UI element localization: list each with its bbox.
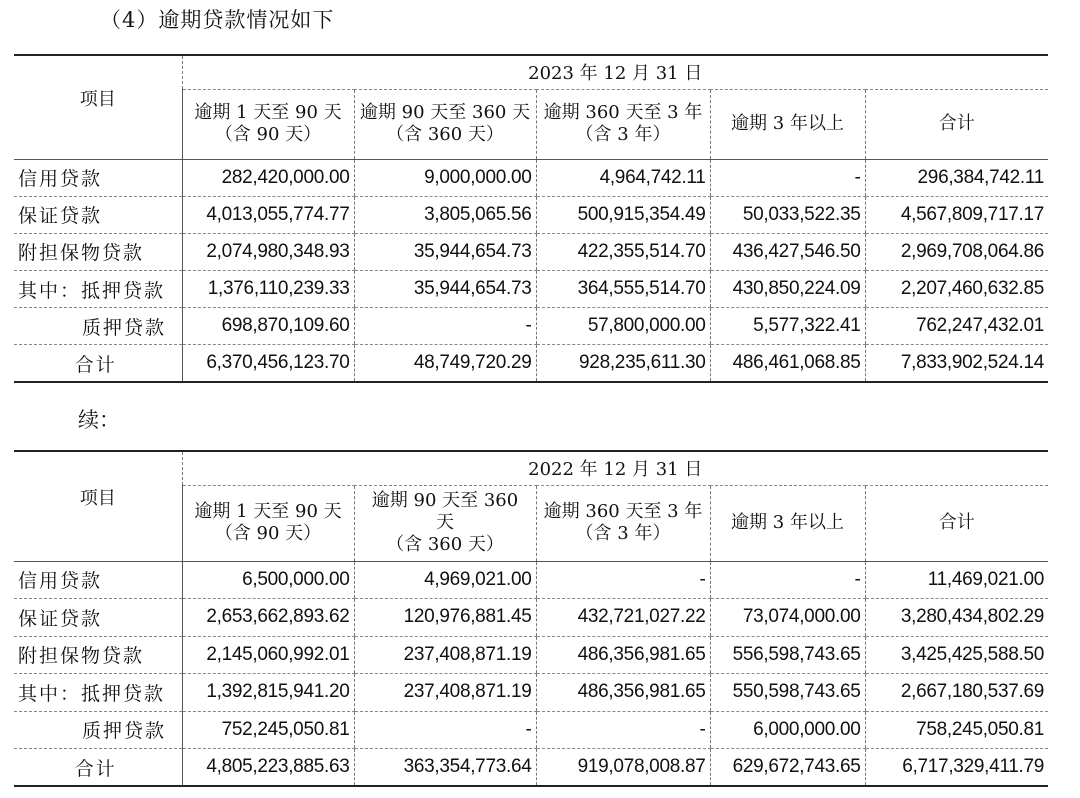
cell-overdue-360-days-3-years: 422,355,514.70	[536, 233, 710, 270]
row-mortgage-loans	[14, 271, 1048, 308]
col-header-line: （含 3 年）	[575, 124, 671, 145]
cell-total: 11,469,021.00	[865, 561, 1048, 599]
row-collateralized-loans	[14, 636, 1048, 674]
col-header-line: （含 3 年）	[575, 523, 671, 544]
col-header-total	[865, 485, 1048, 561]
row-label: 质押贷款	[14, 308, 182, 345]
section-heading: （4）逾期贷款情况如下	[100, 8, 335, 32]
cell-overdue-90-360-days: 237,408,871.19	[354, 636, 536, 674]
cell-overdue-360-days-3-years: 57,800,000.00	[536, 308, 710, 345]
cell-total: 3,425,425,588.50	[865, 636, 1048, 674]
row-label: 其中：抵押贷款	[14, 674, 182, 712]
cell-overdue-1-90-days: 4,805,223,885.63	[182, 749, 354, 787]
cell-total: 7,833,902,524.14	[865, 345, 1048, 382]
col-header-line: 逾期 360 天至 3 年	[543, 102, 703, 123]
cell-total: 758,245,050.81	[865, 711, 1048, 749]
cell-overdue-over-3-years: 430,850,224.09	[710, 271, 865, 308]
cell-overdue-1-90-days: 2,653,662,893.62	[182, 599, 354, 637]
cell-overdue-90-360-days: 3,805,065.56	[354, 196, 536, 233]
cell-overdue-360-days-3-years: 486,356,981.65	[536, 674, 710, 712]
cell-total: 6,717,329,411.79	[865, 749, 1048, 787]
cell-overdue-360-days-3-years: -	[536, 711, 710, 749]
cell-overdue-1-90-days: 6,500,000.00	[182, 561, 354, 599]
col-header-line: 天	[436, 512, 454, 533]
col-header-line: 合计	[938, 512, 975, 533]
row-credit-loans	[14, 159, 1048, 196]
row-total	[14, 345, 1048, 382]
col-header-overdue-1-90-days	[182, 89, 354, 159]
row-credit-loans	[14, 561, 1048, 599]
cell-total: 2,969,708,064.86	[865, 233, 1048, 270]
row-label: 其中：抵押贷款	[14, 271, 182, 308]
row-total	[14, 749, 1048, 787]
overdue-loans-table-2022	[14, 450, 1048, 787]
col-header-line: （含 360 天）	[386, 124, 504, 145]
col-header-overdue-over-3-years	[710, 485, 865, 561]
cell-overdue-360-days-3-years: 919,078,008.87	[536, 749, 710, 787]
cell-overdue-90-360-days: 120,976,881.45	[354, 599, 536, 637]
row-pledge-loans	[14, 711, 1048, 749]
col-header-line: 逾期 1 天至 90 天	[194, 501, 342, 522]
col-header-line: （含 360 天）	[386, 534, 504, 555]
col-header-total	[865, 89, 1048, 159]
cell-overdue-90-360-days: 4,969,021.00	[354, 561, 536, 599]
col-header-line: 逾期 1 天至 90 天	[194, 102, 342, 123]
col-header-overdue-90-360-days	[354, 485, 536, 561]
item-header: 项目	[14, 55, 182, 159]
cell-overdue-90-360-days: 363,354,773.64	[354, 749, 536, 787]
col-header-line: 逾期 360 天至 3 年	[543, 501, 703, 522]
row-label: 保证贷款	[14, 196, 182, 233]
row-guaranteed-loans	[14, 599, 1048, 637]
cell-overdue-360-days-3-years: 364,555,514.70	[536, 271, 710, 308]
cell-overdue-360-days-3-years: -	[536, 561, 710, 599]
cell-overdue-over-3-years: 436,427,546.50	[710, 233, 865, 270]
row-label: 附担保物贷款	[14, 233, 182, 270]
cell-overdue-90-360-days: 237,408,871.19	[354, 674, 536, 712]
continued-label: 续：	[78, 408, 120, 432]
col-header-overdue-360-days-3-years	[536, 485, 710, 561]
col-header-overdue-1-90-days	[182, 485, 354, 561]
date-header: 2022 年 12 月 31 日	[182, 451, 1048, 485]
row-label: 合计	[14, 345, 182, 382]
cell-overdue-over-3-years: -	[710, 561, 865, 599]
cell-overdue-90-360-days: 35,944,654.73	[354, 233, 536, 270]
cell-overdue-90-360-days: 48,749,720.29	[354, 345, 536, 382]
cell-overdue-over-3-years: 629,672,743.65	[710, 749, 865, 787]
cell-total: 2,207,460,632.85	[865, 271, 1048, 308]
cell-overdue-1-90-days: 4,013,055,774.77	[182, 196, 354, 233]
col-header-line: 逾期 3 年以上	[731, 512, 844, 533]
row-label: 信用贷款	[14, 561, 182, 599]
cell-overdue-90-360-days: 9,000,000.00	[354, 159, 536, 196]
row-pledge-loans	[14, 308, 1048, 345]
cell-overdue-1-90-days: 1,376,110,239.33	[182, 271, 354, 308]
col-header-line: （含 90 天）	[214, 124, 322, 145]
row-label: 质押贷款	[14, 711, 182, 749]
cell-overdue-1-90-days: 2,145,060,992.01	[182, 636, 354, 674]
row-collateralized-loans	[14, 233, 1048, 270]
cell-overdue-over-3-years: 5,577,322.41	[710, 308, 865, 345]
col-header-line: 逾期 90 天至 360	[371, 490, 519, 511]
cell-overdue-over-3-years: 50,033,522.35	[710, 196, 865, 233]
cell-overdue-over-3-years: -	[710, 159, 865, 196]
cell-overdue-1-90-days: 6,370,456,123.70	[182, 345, 354, 382]
col-header-overdue-360-days-3-years	[536, 89, 710, 159]
cell-overdue-over-3-years: 486,461,068.85	[710, 345, 865, 382]
cell-overdue-360-days-3-years: 500,915,354.49	[536, 196, 710, 233]
item-header: 项目	[14, 451, 182, 561]
row-label: 合计	[14, 749, 182, 787]
cell-overdue-over-3-years: 73,074,000.00	[710, 599, 865, 637]
cell-overdue-1-90-days: 698,870,109.60	[182, 308, 354, 345]
row-guaranteed-loans	[14, 196, 1048, 233]
cell-overdue-90-360-days: 35,944,654.73	[354, 271, 536, 308]
cell-total: 3,280,434,802.29	[865, 599, 1048, 637]
cell-overdue-360-days-3-years: 4,964,742.11	[536, 159, 710, 196]
cell-total: 4,567,809,717.17	[865, 196, 1048, 233]
cell-overdue-360-days-3-years: 432,721,027.22	[536, 599, 710, 637]
cell-overdue-1-90-days: 752,245,050.81	[182, 711, 354, 749]
cell-overdue-360-days-3-years: 928,235,611.30	[536, 345, 710, 382]
cell-overdue-1-90-days: 2,074,980,348.93	[182, 233, 354, 270]
cell-overdue-360-days-3-years: 486,356,981.65	[536, 636, 710, 674]
cell-overdue-over-3-years: 6,000,000.00	[710, 711, 865, 749]
col-header-line: 逾期 90 天至 360 天	[359, 102, 531, 123]
cell-overdue-1-90-days: 1,392,815,941.20	[182, 674, 354, 712]
cell-total: 762,247,432.01	[865, 308, 1048, 345]
col-header-overdue-90-360-days	[354, 89, 536, 159]
overdue-loans-table-2023	[14, 54, 1048, 383]
cell-total: 296,384,742.11	[865, 159, 1048, 196]
row-label: 保证贷款	[14, 599, 182, 637]
col-header-line: 逾期 3 年以上	[731, 113, 844, 134]
col-header-line: 合计	[938, 113, 975, 134]
cell-overdue-90-360-days: -	[354, 308, 536, 345]
col-header-overdue-over-3-years	[710, 89, 865, 159]
cell-overdue-1-90-days: 282,420,000.00	[182, 159, 354, 196]
date-header: 2023 年 12 月 31 日	[182, 55, 1048, 89]
cell-total: 2,667,180,537.69	[865, 674, 1048, 712]
col-header-line: （含 90 天）	[214, 523, 322, 544]
row-label: 信用贷款	[14, 159, 182, 196]
row-label: 附担保物贷款	[14, 636, 182, 674]
cell-overdue-over-3-years: 550,598,743.65	[710, 674, 865, 712]
row-mortgage-loans	[14, 674, 1048, 712]
cell-overdue-90-360-days: -	[354, 711, 536, 749]
cell-overdue-over-3-years: 556,598,743.65	[710, 636, 865, 674]
